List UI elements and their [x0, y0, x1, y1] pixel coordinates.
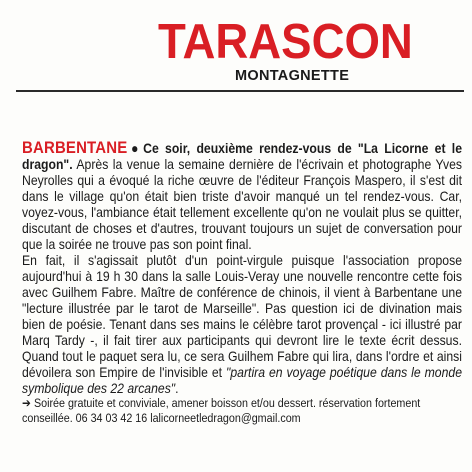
- article-text-2-end: .: [175, 380, 179, 396]
- header-divider: [16, 90, 464, 92]
- bullet-icon: ●: [128, 140, 142, 156]
- section-title: TARASCON: [158, 15, 413, 69]
- article-quote: "partira en voyage poétique dans le monde symbolique des 22 arcanes": [22, 364, 463, 396]
- section-subtitle: MONTAGNETTE: [235, 68, 350, 84]
- article-text-1: Après la venue la semaine dernière de l'écrivain et photographe Yves Neyrolles qui a évoqué la riche œuvre de l'éditeur François Maspero, il s'est dit dans le village qu'on était bien triste d'avoir manqué un tel rendez-vous. Car, voyez-vous, l'ambiance était tellement excellente qu'on ne voulait plus se quitter, discutant de choses et d'autres, trouvant toujours un sujet de conversation pour que la soirée ne trouve pas son point final.: [22, 156, 462, 252]
- article-lede: Ce soir, deuxième rendez-vous de "La Licorne et le dragon".: [22, 140, 462, 172]
- article-paragraph-2: [22, 252, 462, 396]
- article-city: BARBENTANE: [22, 138, 128, 157]
- article-text-2: En fait, il s'agissait plutôt d'un point-virgule puisque l'association propose aujourd'hui à 19 h 30 dans la salle Louis-Veray une nouvelle rencontre cette fois avec Guilhem Fabre. Maître de conférence de chinois, il vient à Barbentane une "lecture illustrée par le tarot de Marseille". Pas question ici de divination mais bien de poésie. Tenant dans ses mains le célèbre tarot provençal - ici illustré par Marq Tardy -, il fait tirer aux participants qui devront lire le texte écrit dessus. Quand tout le paquet sera lu, ce sera Guilhem Fabre qui lira, dans l'ordre et ainsi dévoilera son Empire de l'invisible et: [22, 252, 462, 380]
- newspaper-section-header: [0, 0, 472, 100]
- article-body: [22, 140, 462, 426]
- article-footer: ➔ Soirée gratuite et conviviale, amener boisson et/ou dessert. réservation fortement conseillée. 06 34 03 42 16 lalicorneetledragon@gmail.com: [22, 396, 421, 425]
- article-paragraph-1: [22, 140, 462, 252]
